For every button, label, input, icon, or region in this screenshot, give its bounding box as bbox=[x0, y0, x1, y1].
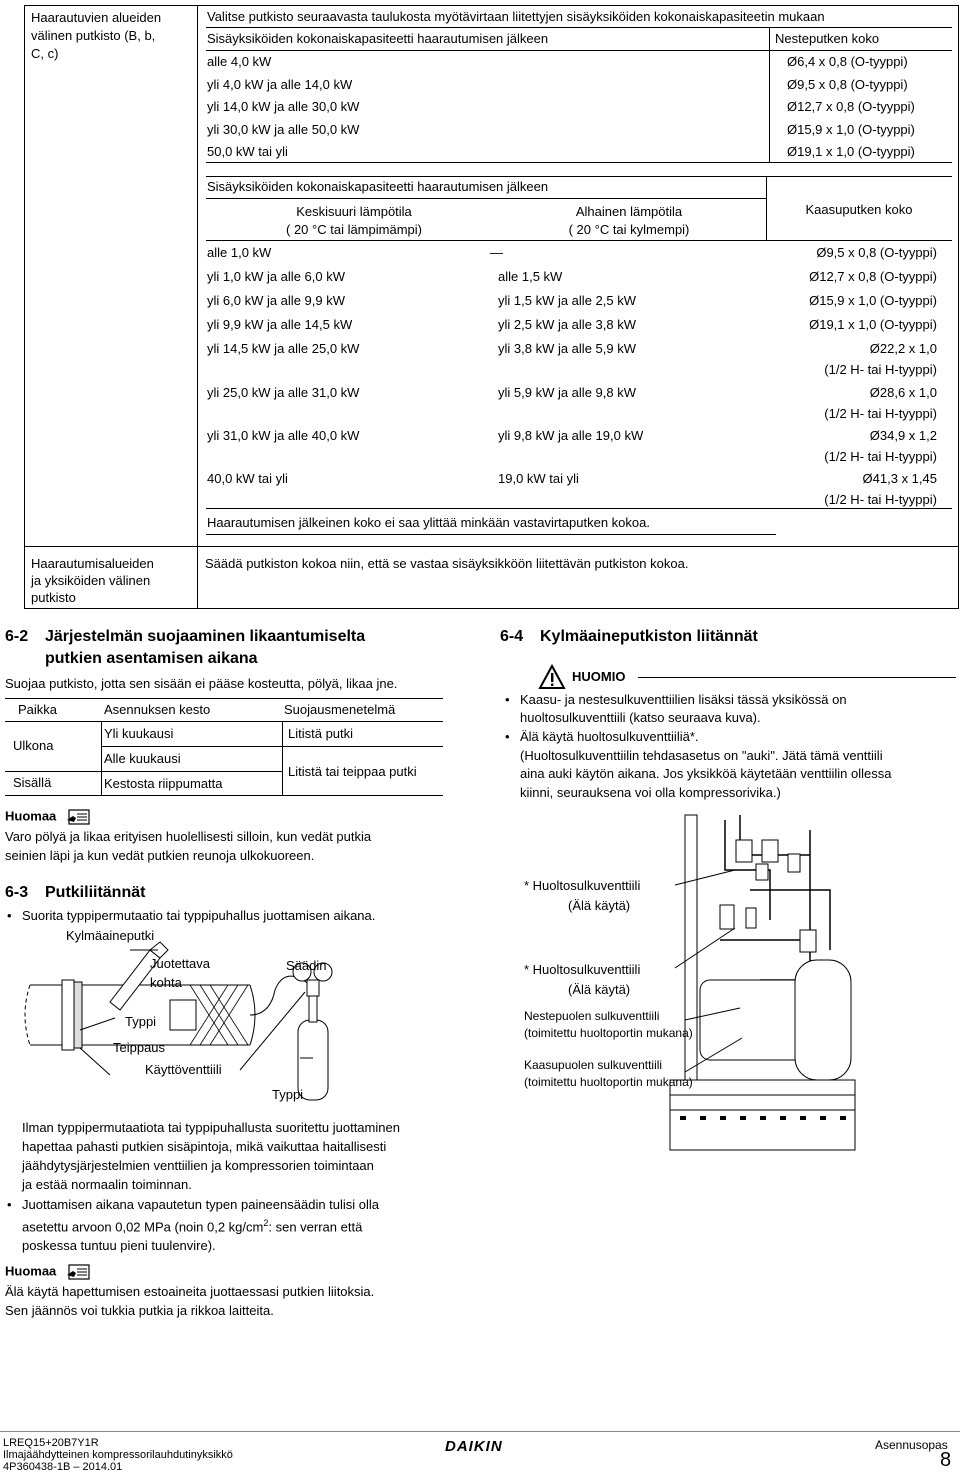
gas-row-size: Ø34,9 x 1,2 bbox=[869, 428, 937, 443]
callout-service-valve-2: * Huoltosulkuventtiili bbox=[524, 962, 641, 977]
prot-method-2: Litistä tai teippaa putki bbox=[288, 764, 417, 779]
gas-row-size: Ø22,2 x 1,0 bbox=[869, 341, 937, 356]
note-1-text: Varo pölyä ja likaa erityisen huolellisesti silloin, kun vedät putkia seinien läpi ja kun vedät putkien reunoja ulkokuoreen. bbox=[5, 829, 372, 863]
gas-row-size: Ø28,6 x 1,0 bbox=[869, 385, 937, 400]
prot-header-method: Suojausmenetelmä bbox=[284, 702, 396, 717]
sec62-num: 6-2 bbox=[5, 628, 29, 645]
protection-table bbox=[5, 698, 443, 796]
liquid-row-capacity: yli 14,0 kW ja alle 30,0 kW bbox=[207, 99, 360, 115]
gas-row-size: (1/2 H- tai H-tyyppi) bbox=[824, 492, 937, 507]
note-hand-icon bbox=[66, 808, 92, 826]
gas-row-mid: yli 9,9 kW ja alle 14,5 kW bbox=[207, 317, 353, 332]
fig-nitrogen-2: Typpi bbox=[272, 1087, 304, 1102]
note-label-2: Huomaa bbox=[5, 1263, 57, 1279]
gas-row-size: (1/2 H- tai H-tyyppi) bbox=[824, 362, 937, 377]
gas-note: Haarautumisen jälkeinen koko ei saa ylittää minkään vastavirtaputken kokoa. bbox=[207, 515, 650, 530]
liquid-row-size: Ø6,4 x 0,8 (O-tyyppi) bbox=[787, 54, 908, 69]
fig-service-valve: Käyttöventtiili bbox=[145, 1062, 222, 1077]
gas-row-size: Ø15,9 x 1,0 (O-tyyppi) bbox=[809, 293, 937, 308]
sec62-intro: Suojaa putkisto, jotta sen sisään ei pääse kosteutta, pölyä, likaa jne. bbox=[5, 676, 398, 691]
sec64-num: 6-4 bbox=[500, 628, 524, 645]
prot-outdoor: Ulkona bbox=[13, 738, 54, 753]
gas-row-low: yli 9,8 kW ja alle 19,0 kW bbox=[498, 428, 644, 443]
callout-do-not-use-1: (Älä käytä) bbox=[568, 898, 631, 913]
page-footer bbox=[0, 1425, 960, 1474]
prot-method-1: Litistä putki bbox=[288, 726, 354, 741]
footer-manual: Asennusopas bbox=[875, 1438, 948, 1452]
sec63-num: 6-3 bbox=[5, 884, 29, 901]
footer-model: LREQ15+20B7Y1R bbox=[3, 1437, 99, 1449]
prot-header-place: Paikka bbox=[18, 702, 58, 717]
note-2 bbox=[5, 1263, 92, 1281]
gas-row-mid: yli 25,0 kW ja alle 31,0 kW bbox=[207, 385, 360, 400]
caution-label: HUOMIO bbox=[572, 669, 626, 684]
gas-row-low: — bbox=[490, 245, 503, 260]
sec64-bullet-2: • Älä käytä huoltosulkuventtiiliä*. (Huoltosulkuventtiilin tehdasasetus on "auki". Jätä tämä venttiili aina auki käytön aikana. Jos yksikköä käytetään venttiilin ollessa kiinni, seurauksena voi olla kompressorivika.) bbox=[520, 728, 891, 802]
gas-size-header: Kaasuputken koko bbox=[805, 202, 913, 217]
callout-service-valve-1: * Huoltosulkuventtiili bbox=[524, 878, 641, 893]
gas-row-mid: yli 14,5 kW ja alle 25,0 kW bbox=[207, 341, 360, 356]
note-label: Huomaa bbox=[5, 808, 57, 824]
caution-block bbox=[538, 664, 958, 690]
gas-row-mid: 40,0 kW tai yli bbox=[207, 471, 288, 486]
callout-liquid-valve: Nestepuolen sulkuventtiili (toimitettu huoltoportin mukana) bbox=[524, 1009, 693, 1040]
table-intro: Valitse putkisto seuraavasta taulukosta myötävirtaan liitettyjen sisäyksiköiden kokonaiskapasiteetin mukaan bbox=[207, 9, 825, 24]
note-2-text: Älä käytä hapettumisen estoaineita juottaessasi putkien liitoksia. Sen jäännös voi tukkia putkia ja rikkoa laitteita. bbox=[5, 1284, 375, 1318]
liquid-row-capacity: 50,0 kW tai yli bbox=[207, 144, 288, 160]
liquid-row-size: Ø12,7 x 0,8 (O-tyyppi) bbox=[787, 99, 915, 115]
footer-doc: 4P360438-1B – 2014.01 bbox=[3, 1461, 123, 1473]
fig-taping: Teippaus bbox=[113, 1040, 166, 1055]
prot-duration-3: Kestosta riippumatta bbox=[104, 776, 223, 791]
gas-row-mid: yli 6,0 kW ja alle 9,9 kW bbox=[207, 293, 345, 308]
gas-low-header: Alhainen lämpötila ( 20 °C tai kylmempi) bbox=[568, 204, 690, 237]
note-1 bbox=[5, 808, 92, 826]
pipe-size-table bbox=[24, 5, 959, 609]
unit-branch-label: Haarautumisalueiden ja yksiköiden välinen putkisto bbox=[31, 556, 154, 605]
gas-row-low: 19,0 kW tai yli bbox=[498, 471, 579, 486]
sec64-bullet-1: • Kaasu- ja nestesulkuventtiilien lisäksi tässä yksikössä on huoltosulkuventtiili (katso seuraava kuva). bbox=[520, 691, 847, 727]
fig-regulator: Säädin bbox=[286, 958, 327, 973]
warning-triangle-icon bbox=[538, 664, 566, 690]
prot-duration-2: Alle kuukausi bbox=[104, 751, 181, 766]
gas-row-size: (1/2 H- tai H-tyyppi) bbox=[824, 406, 937, 421]
note-hand-icon-2 bbox=[66, 1263, 92, 1281]
gas-row-mid: yli 1,0 kW ja alle 6,0 kW bbox=[207, 269, 345, 284]
compressor-unit-drawing bbox=[510, 810, 860, 1155]
sec62-title-2: putkien asentamisen aikana bbox=[45, 650, 258, 667]
unit-figure bbox=[510, 810, 860, 1155]
sec63-title: Putkiliitännät bbox=[45, 884, 146, 901]
gas-row-low: alle 1,5 kW bbox=[498, 269, 563, 284]
brazing-figure bbox=[10, 930, 485, 1105]
gas-row-low: yli 3,8 kW ja alle 5,9 kW bbox=[498, 341, 636, 356]
callout-gas-valve: Kaasupuolen sulkuventtiili (toimitettu huoltoportin mukana) bbox=[524, 1058, 693, 1089]
sec62-title-1: Järjestelmän suojaaminen likaantumiselta bbox=[45, 628, 366, 645]
daikin-logo: DAIKIN bbox=[445, 1438, 503, 1455]
gas-row-low: yli 2,5 kW ja alle 3,8 kW bbox=[498, 317, 636, 332]
sec63-para: Ilman typpipermutaatiota tai typpipuhallusta suoritettu juottaminen hapettaa pahasti putkien sisäpintoja, mikä vaikuttaa haitallisesti jäähdytysjärjestelmien venttiilien ja kompressorien toimintaan ja estää normaalin toiminnan. bbox=[22, 1120, 400, 1192]
gas-row-mid: alle 1,0 kW bbox=[207, 245, 272, 260]
gas-cap-header: Sisäyksiköiden kokonaiskapasiteetti haarautumisen jälkeen bbox=[207, 179, 549, 194]
liquid-row-capacity: yli 30,0 kW ja alle 50,0 kW bbox=[207, 121, 360, 137]
sec63-bullet-2: • Juottamisen aikana vapautetun typen paineensäädin tulisi olla asetettu arvoon 0,02 MPa (noin 0,2 $kg/cm^2$: sen verran että poskessa tuntuu pieni tuulenvire). bbox=[22, 1195, 379, 1255]
gas-row-size: Ø9,5 x 0,8 (O-tyyppi) bbox=[816, 245, 937, 260]
gas-row-size: (1/2 H- tai H-tyyppi) bbox=[824, 449, 937, 464]
prot-duration-1: Yli kuukausi bbox=[104, 726, 174, 741]
gas-row-size: Ø12,7 x 0,8 (O-tyyppi) bbox=[809, 269, 937, 284]
gas-row-low: yli 5,9 kW ja alle 9,8 kW bbox=[498, 385, 636, 400]
liquid-cap-header: Sisäyksiköiden kokonaiskapasiteetti haarautumisen jälkeen bbox=[207, 31, 549, 46]
prot-indoor: Sisällä bbox=[13, 775, 52, 790]
gas-row-size: Ø41,3 x 1,45 bbox=[862, 471, 937, 486]
gas-row-low: yli 1,5 kW ja alle 2,5 kW bbox=[498, 293, 636, 308]
page-number: 8 bbox=[940, 1449, 952, 1471]
brazing-diagram bbox=[10, 930, 485, 1105]
bottom-text: Säädä putkiston kokoa niin, että se vastaa sisäyksikköön liitettävän putkiston kokoa. bbox=[205, 556, 689, 571]
branch-label: Haarautuvien alueiden välinen putkisto (B, b, C, c) bbox=[31, 10, 162, 61]
footer-desc: Ilmajäähdytteinen kompressorilauhdutinyksikkö bbox=[3, 1449, 233, 1461]
liquid-row-size: Ø19,1 x 1,0 (O-tyyppi) bbox=[787, 144, 915, 160]
callout-do-not-use-2: (Älä käytä) bbox=[568, 982, 631, 997]
prot-header-duration: Asennuksen kesto bbox=[104, 702, 211, 717]
liquid-row-capacity: yli 4,0 kW ja alle 14,0 kW bbox=[207, 76, 353, 92]
fig-nitrogen: Typpi bbox=[125, 1014, 157, 1029]
liquid-row-size: Ø9,5 x 0,8 (O-tyyppi) bbox=[787, 76, 908, 92]
gas-row-size: Ø19,1 x 1,0 (O-tyyppi) bbox=[809, 317, 937, 332]
liquid-row-size: Ø15,9 x 1,0 (O-tyyppi) bbox=[787, 121, 915, 137]
liquid-size-header: Nesteputken koko bbox=[775, 31, 880, 46]
sec63-bullet-1: • Suorita typpipermutaatio tai typpipuhallus juottamisen aikana. bbox=[22, 906, 375, 925]
gas-mid-header: Keskisuuri lämpötila ( 20 °C tai lämpimämpi) bbox=[286, 204, 422, 237]
fig-brazing-point: Juotettava kohta bbox=[150, 956, 210, 990]
fig-refrigerant-pipe: Kylmäaineputki bbox=[66, 928, 155, 943]
gas-row-mid: yli 31,0 kW ja alle 40,0 kW bbox=[207, 428, 360, 443]
sec64-title: Kylmäaineputkiston liitännät bbox=[540, 628, 758, 645]
liquid-row-capacity: alle 4,0 kW bbox=[207, 54, 272, 69]
